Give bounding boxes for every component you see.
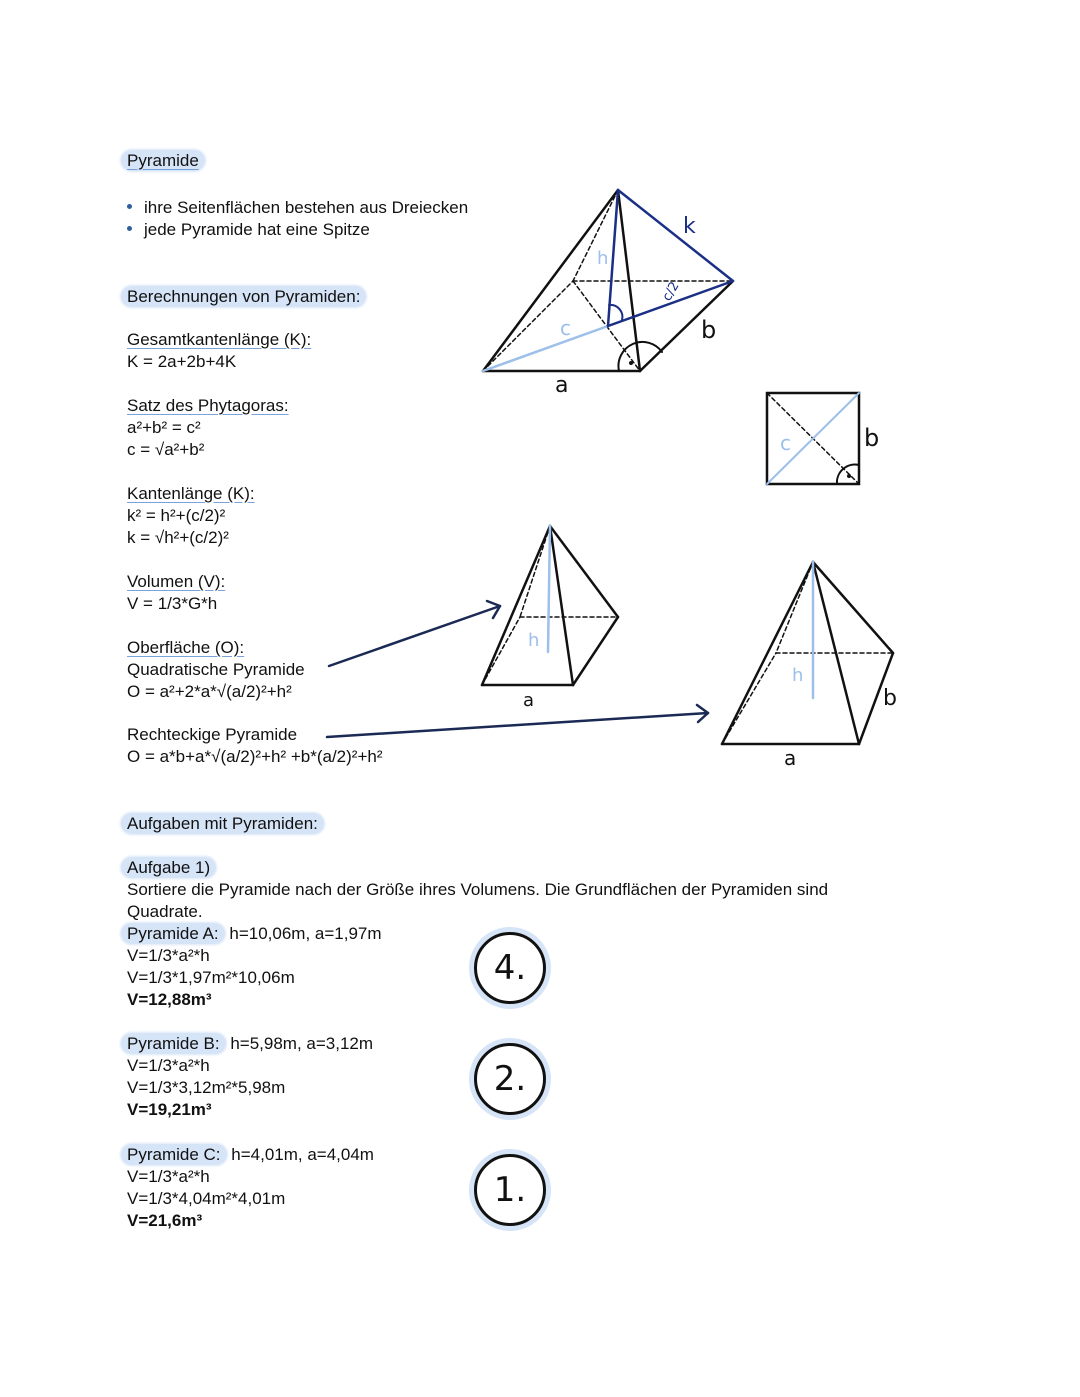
- pyramid-b-line2: V=1/3*3,12m²*5,98m: [127, 1078, 286, 1097]
- label-b: b: [701, 316, 717, 344]
- square-label-b: b: [864, 424, 880, 452]
- quad-label-h: h: [528, 630, 540, 651]
- pyth-formula-1: a²+b² = c²: [127, 418, 201, 437]
- rank-a-circle: 4.: [474, 932, 546, 1004]
- task1-title: Aufgabe 1): [127, 857, 216, 879]
- label-a: a: [555, 373, 569, 398]
- pyramid-a-header: Pyramide A: h=10,06m, a=1,97m: [127, 923, 382, 945]
- tasks-heading: Aufgaben mit Pyramiden:: [127, 813, 324, 835]
- pyramid-a-result: V=12,88m³: [127, 990, 212, 1009]
- ober-title: Oberfläche (O):: [127, 638, 245, 657]
- label-c-half: c/2: [659, 279, 683, 304]
- page-title: Pyramide: [127, 150, 205, 172]
- vol-title: Volumen (V):: [127, 572, 226, 591]
- rank-c-circle: 1.: [474, 1154, 546, 1226]
- rect-label-h: h: [792, 665, 804, 686]
- gesamt-formula: K = 2a+2b+4K: [127, 352, 237, 371]
- label-h: h: [597, 248, 609, 269]
- kante-formula-2: k = √h²+(c/2)²: [127, 528, 229, 547]
- label-k: k: [683, 214, 696, 239]
- bullet-item: ihre Seitenflächen bestehen aus Dreiecken: [127, 197, 468, 219]
- kante-title: Kantenlänge (K):: [127, 484, 255, 503]
- rect-label: Rechteckige Pyramide: [127, 725, 298, 744]
- pyramid-c-line2: V=1/3*4,04m²*4,01m: [127, 1189, 286, 1208]
- bullet-item: jede Pyramide hat eine Spitze: [127, 219, 370, 241]
- pyramid-c-line1: V=1/3*a²*h: [127, 1167, 210, 1186]
- rect-label-a: a: [784, 746, 797, 770]
- task1-text-2: Quadrate.: [127, 902, 203, 921]
- square-label-c: c: [780, 431, 791, 455]
- pyramid-c-result: V=21,6m³: [127, 1211, 203, 1230]
- pyramid-c-header: Pyramide C: h=4,01m, a=4,04m: [127, 1144, 374, 1166]
- vol-formula: V = 1/3*G*h: [127, 594, 218, 613]
- pyramid-b-header: Pyramide B: h=5,98m, a=3,12m: [127, 1033, 373, 1055]
- task1-text-1: Sortiere die Pyramide nach der Größe ihres Volumens. Die Grundflächen der Pyramiden sind: [127, 880, 829, 899]
- rect-label-b: b: [883, 686, 897, 711]
- pyramid-b-result: V=19,21m³: [127, 1100, 212, 1119]
- pyth-title: Satz des Phytagoras:: [127, 396, 289, 415]
- kante-formula-1: k² = h²+(c/2)²: [127, 506, 226, 525]
- rect-formula: O = a*b+a*√(a/2)²+h² +b*(a/2)²+h²: [127, 747, 383, 766]
- pyramid-a-line2: V=1/3*1,97m²*10,06m: [127, 968, 295, 987]
- calc-heading: Berechnungen von Pyramiden:: [127, 286, 366, 308]
- pyramid-a-line1: V=1/3*a²*h: [127, 946, 210, 965]
- quad-formula: O = a²+2*a*√(a/2)²+h²: [127, 682, 292, 701]
- pyramid-b-line1: V=1/3*a²*h: [127, 1056, 210, 1075]
- arrow-to-quad-pyramid: [329, 606, 500, 666]
- quad-label: Quadratische Pyramide: [127, 660, 305, 679]
- rank-b-circle: 2.: [474, 1043, 546, 1115]
- rect-pyramid-diagram: [722, 562, 893, 744]
- pyth-formula-2: c = √a²+b²: [127, 440, 205, 459]
- arrow-to-rect-pyramid: [327, 713, 708, 737]
- gesamt-title: Gesamtkantenlänge (K):: [127, 330, 312, 349]
- quad-pyramid-diagram: [482, 526, 618, 685]
- label-c: c: [560, 316, 571, 340]
- quad-label-a: a: [523, 690, 535, 711]
